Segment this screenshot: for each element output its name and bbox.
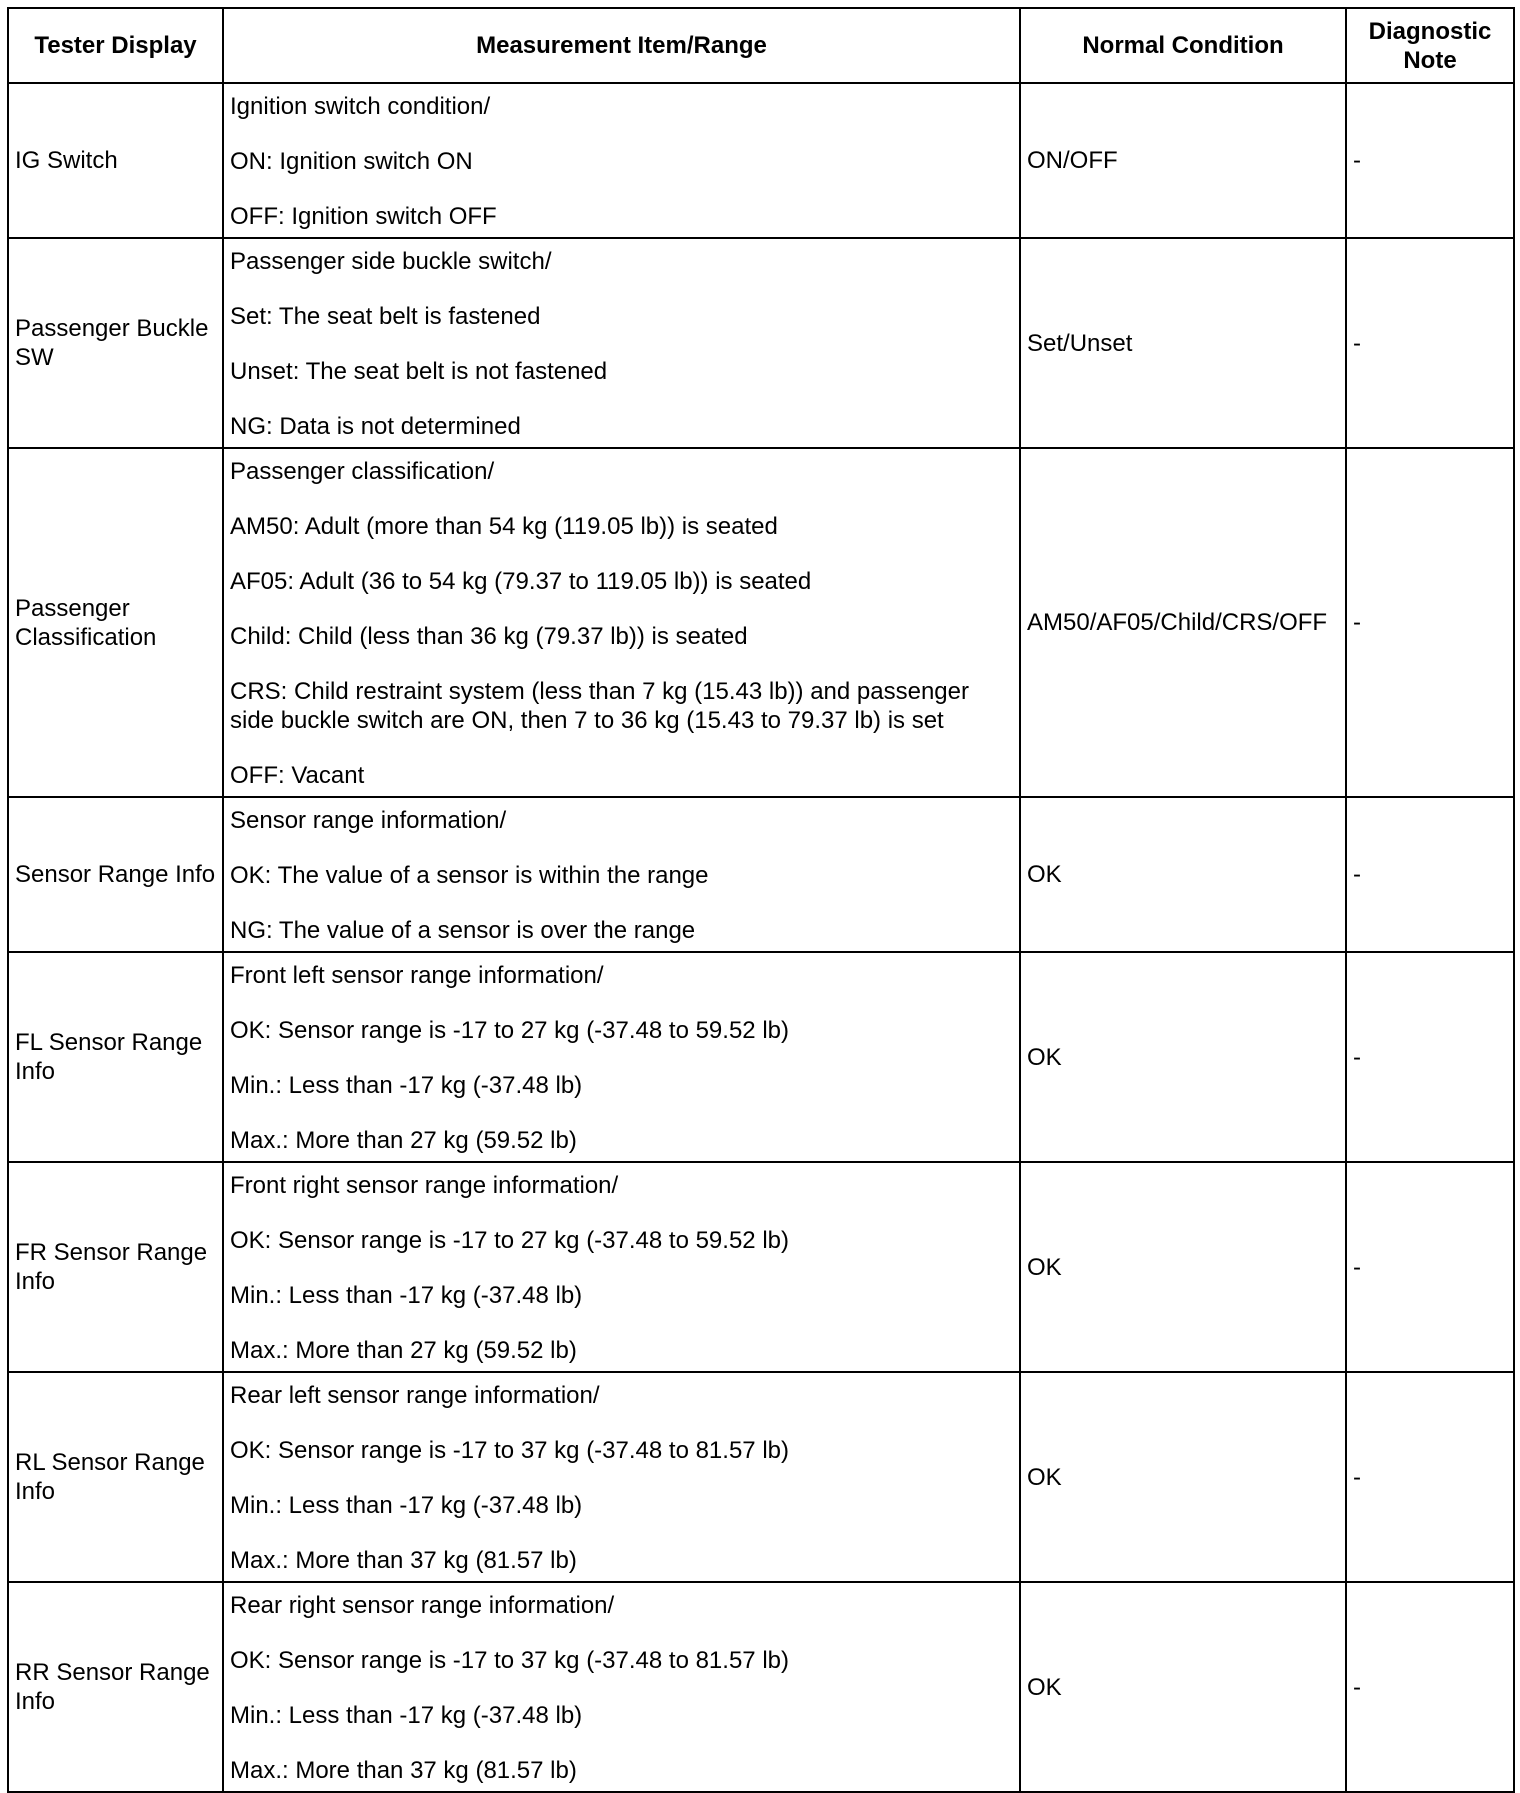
measurement-line: Passenger classification/ xyxy=(230,458,495,485)
measurement-cell xyxy=(223,1162,1020,1372)
measurement-line: NG: Data is not determined xyxy=(230,413,521,440)
diagnostic-note-cell: - xyxy=(1346,448,1514,797)
measurement-line: OK: Sensor range is -17 to 27 kg (-37.48 to 59.52 lb) xyxy=(230,1017,789,1044)
table-row xyxy=(8,952,1514,1162)
measurement-line: Max.: More than 27 kg (59.52 lb) xyxy=(230,1127,577,1154)
measurement-cell xyxy=(223,1582,1020,1792)
table-header-row xyxy=(8,8,1514,83)
diagnostic-note-cell: - xyxy=(1346,83,1514,238)
measurement-cell xyxy=(223,952,1020,1162)
measurement-line: Sensor range information/ xyxy=(230,807,507,834)
measurement-line: ON: Ignition switch ON xyxy=(230,148,473,175)
header-diagnostic-note: Diagnostic Note xyxy=(1346,8,1514,83)
data-monitor-table-container xyxy=(7,7,1513,1793)
normal-condition-cell: OK xyxy=(1020,1582,1346,1792)
measurement-line: OFF: Vacant xyxy=(230,762,365,789)
measurement-line: Rear right sensor range information/ xyxy=(230,1592,615,1619)
measurement-cell xyxy=(223,238,1020,448)
measurement-line: Min.: Less than -17 kg (-37.48 lb) xyxy=(230,1282,583,1309)
measurement-line: Passenger side buckle switch/ xyxy=(230,248,552,275)
measurement-line: OK: The value of a sensor is within the range xyxy=(230,862,709,889)
diagnostic-note-cell: - xyxy=(1346,1582,1514,1792)
table-row xyxy=(8,1372,1514,1582)
measurement-line: Set: The seat belt is fastened xyxy=(230,303,541,330)
diagnostic-note-cell: - xyxy=(1346,1162,1514,1372)
table-row xyxy=(8,83,1514,238)
measurement-line: Front right sensor range information/ xyxy=(230,1172,619,1199)
measurement-cell xyxy=(223,797,1020,952)
header-tester-display: Tester Display xyxy=(8,8,223,83)
diagnostic-note-cell: - xyxy=(1346,238,1514,448)
measurement-line: Min.: Less than -17 kg (-37.48 lb) xyxy=(230,1492,583,1519)
measurement-line: Rear left sensor range information/ xyxy=(230,1382,600,1409)
header-normal-condition: Normal Condition xyxy=(1020,8,1346,83)
measurement-line: OK: Sensor range is -17 to 37 kg (-37.48 to 81.57 lb) xyxy=(230,1647,789,1674)
tester-display-cell: IG Switch xyxy=(8,83,223,238)
normal-condition-cell: ON/OFF xyxy=(1020,83,1346,238)
measurement-line: Max.: More than 37 kg (81.57 lb) xyxy=(230,1757,577,1784)
tester-display-cell: Passenger Buckle SW xyxy=(8,238,223,448)
table-row xyxy=(8,1582,1514,1792)
table-row xyxy=(8,797,1514,952)
measurement-cell xyxy=(223,1372,1020,1582)
measurement-line: Min.: Less than -17 kg (-37.48 lb) xyxy=(230,1072,583,1099)
measurement-line: OFF: Ignition switch OFF xyxy=(230,203,497,230)
diagnostic-note-cell: - xyxy=(1346,1372,1514,1582)
diagnostic-note-cell: - xyxy=(1346,952,1514,1162)
measurement-line: NG: The value of a sensor is over the range xyxy=(230,917,696,944)
tester-display-cell: RL Sensor Range Info xyxy=(8,1372,223,1582)
header-measurement-item: Measurement Item/Range xyxy=(223,8,1020,83)
normal-condition-cell: Set/Unset xyxy=(1020,238,1346,448)
table-row xyxy=(8,238,1514,448)
measurement-line: AF05: Adult (36 to 54 kg (79.37 to 119.05 lb)) is seated xyxy=(230,568,812,595)
measurement-line: Ignition switch condition/ xyxy=(230,93,491,120)
data-monitor-table xyxy=(7,7,1515,1793)
normal-condition-cell: OK xyxy=(1020,797,1346,952)
normal-condition-cell: OK xyxy=(1020,952,1346,1162)
tester-display-cell: Sensor Range Info xyxy=(8,797,223,952)
measurement-line: Max.: More than 37 kg (81.57 lb) xyxy=(230,1547,577,1574)
measurement-cell xyxy=(223,83,1020,238)
measurement-line: Unset: The seat belt is not fastened xyxy=(230,358,608,385)
measurement-line: CRS: Child restraint system (less than 7 kg (15.43 lb)) and passenger side buckle switch are ON, then 7 to 36 kg (15.43 to 79.37 lb) is set xyxy=(230,678,969,734)
normal-condition-cell: AM50/AF05/Child/CRS/OFF xyxy=(1020,448,1346,797)
tester-display-cell: Passenger Classification xyxy=(8,448,223,797)
table-row xyxy=(8,1162,1514,1372)
normal-condition-cell: OK xyxy=(1020,1162,1346,1372)
table-row xyxy=(8,448,1514,797)
measurement-line: AM50: Adult (more than 54 kg (119.05 lb)) is seated xyxy=(230,513,778,540)
normal-condition-cell: OK xyxy=(1020,1372,1346,1582)
measurement-line: Front left sensor range information/ xyxy=(230,962,604,989)
tester-display-cell: RR Sensor Range Info xyxy=(8,1582,223,1792)
tester-display-cell: FL Sensor Range Info xyxy=(8,952,223,1162)
measurement-line: OK: Sensor range is -17 to 37 kg (-37.48 to 81.57 lb) xyxy=(230,1437,789,1464)
measurement-line: Min.: Less than -17 kg (-37.48 lb) xyxy=(230,1702,583,1729)
measurement-line: Child: Child (less than 36 kg (79.37 lb)) is seated xyxy=(230,623,748,650)
measurement-line: Max.: More than 27 kg (59.52 lb) xyxy=(230,1337,577,1364)
tester-display-cell: FR Sensor Range Info xyxy=(8,1162,223,1372)
diagnostic-note-cell: - xyxy=(1346,797,1514,952)
measurement-cell xyxy=(223,448,1020,797)
measurement-line: OK: Sensor range is -17 to 27 kg (-37.48 to 59.52 lb) xyxy=(230,1227,789,1254)
